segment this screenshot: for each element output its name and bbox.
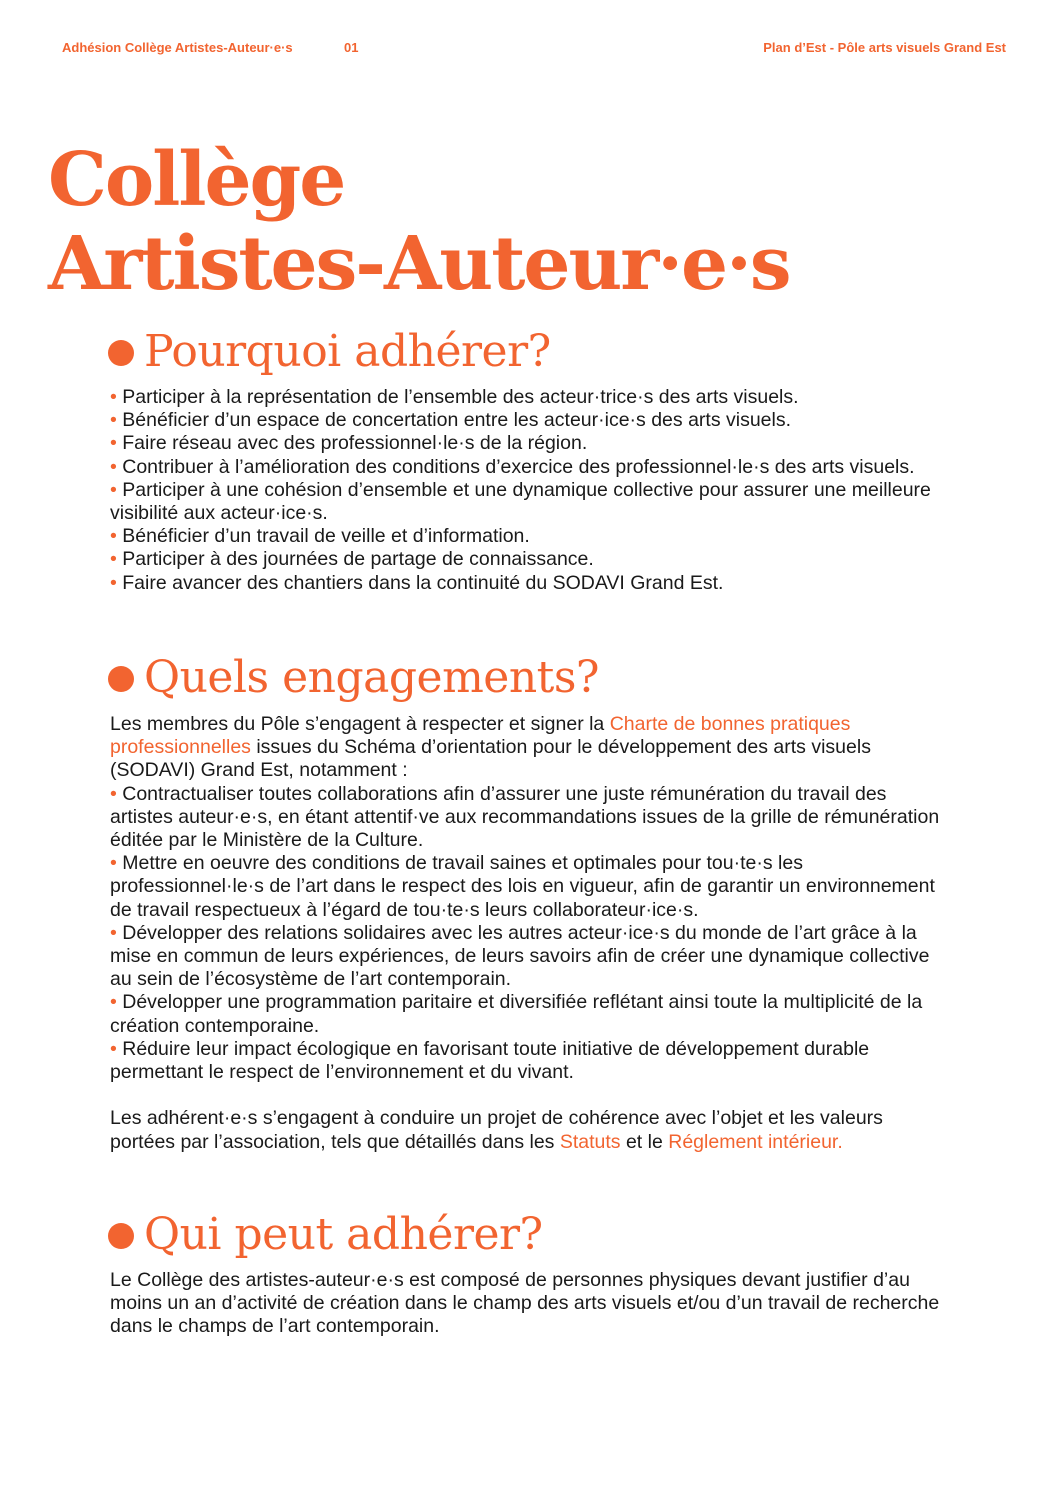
bullet-icon: • [110,782,117,805]
bullet-dot-icon [108,340,134,366]
bullet-icon: • [110,1037,117,1060]
list-item-text: Participer à une cohésion d’ensemble et une dynamique collective pour assurer une meilleure visibilité aux acteur·ice·s. [110,478,931,525]
bullet-icon: • [110,386,117,408]
list-item [110,456,950,479]
section-heading-text: Quels engagements? [144,652,600,703]
intro-text: Les membres du Pôle s’engagent à respecter et signer la [110,713,610,735]
paragraph-spacer [110,1084,950,1107]
bullet-dot-icon [108,1223,134,1249]
section-heading-who-can-join [108,1209,543,1261]
list-item-text: Faire réseau avec des professionnel·le·s de la région. [122,432,588,455]
bullet-icon: • [110,921,117,944]
list-item [110,991,950,1037]
list-item-text: Contribuer à l’amélioration des conditions d’exercice des professionnel·le·s des arts visuels. [122,455,915,478]
list-item [110,479,950,525]
list-item-text: Contractualiser toutes collaborations afin d’assurer une juste rémunération du travail des artistes auteur·e·s, en étant attentif·ve aux recommandations issues de la grille de rémunération éditée par le Ministère de la Culture. [110,782,940,852]
commitments-intro [110,713,950,783]
list-item-text: Participer à la représentation de l’ensemble des acteur·trice·s des arts visuels. [122,386,799,408]
list-item-text: Bénéficier d’un travail de veille et d’information. [122,525,530,548]
outro-text-mid: et le [620,1130,669,1153]
header-document-title: Adhésion Collège Artistes-Auteur·e·s [62,40,293,55]
list-item [110,1038,950,1084]
list-item [110,783,950,853]
section-heading-text: Pourquoi adhérer? [144,326,551,377]
list-item [110,386,950,409]
list-item [110,432,950,455]
commitments-body [110,713,950,1154]
bullet-icon: • [110,478,117,501]
list-item-text: Faire avancer des chantiers dans la continuité du SODAVI Grand Est. [122,571,724,594]
internal-rules-link[interactable]: Réglement intérieur. [668,1130,843,1153]
bullet-icon: • [110,409,117,432]
list-item [110,525,950,548]
bullet-icon: • [110,852,117,875]
bullet-icon: • [110,548,117,571]
list-item [110,852,950,922]
outro-text: Les adhérent·e·s s’engagent à conduire un projet de cohérence avec l’objet et les valeurs portées par l’association, tels que détaillés dans les [110,1107,883,1153]
list-item-text: Réduire leur impact écologique en favorisant toute initiative de développement durable permettant le respect de l’environnement et du vivant. [110,1037,870,1084]
who-can-join-text: Le Collège des artistes-auteur·e·s est composé de personnes physiques devant justifier d’au moins un an d’activité de création dans le champ des arts visuels et/ou d’un travail de recherche dans le champs de l’art contemporain. [110,1269,940,1338]
list-item-text: Mettre en oeuvre des conditions de travail saines et optimales pour tou·te·s les professionnel·le·s de l’art dans le respect des lois en vigueur, afin de garantir un environnement de travail respectueux à l’égard de tou·te·s leurs collaborateur·ice·s. [110,852,935,921]
page-header [62,40,1006,60]
bullet-dot-icon [108,666,134,692]
page-title-line-1: Collège [48,137,345,223]
header-page-number: 01 [344,40,359,55]
section-heading-commitments [108,652,599,704]
list-item-text: Bénéficier d’un espace de concertation entre les acteur·ice·s des arts visuels. [122,409,792,432]
why-join-list [110,386,950,595]
list-item-text: Développer des relations solidaires avec les autres acteur·ice·s du monde de l’art grâce à la mise en commun de leurs expériences, de leurs savoirs afin de créer une dynamique collective au sein de l’écosystème de l’art contemporain. [110,921,930,991]
bullet-icon: • [110,432,117,455]
list-item [110,922,950,992]
bullet-icon: • [110,455,117,478]
who-can-join-body [110,1269,950,1339]
list-item [110,548,950,571]
bullet-icon: • [110,525,117,548]
header-organization: Plan d’Est - Pôle arts visuels Grand Est [763,40,1006,55]
section-heading-why-join [108,326,551,378]
bullet-icon: • [110,991,117,1014]
page-title [48,138,790,306]
section-heading-text: Qui peut adhérer? [144,1209,543,1260]
bullet-icon: • [110,571,117,594]
intro-text-continued: issues du Schéma d’orientation pour le développement des arts visuels (SODAVI) Grand Est, notamment : [110,736,871,782]
charter-link[interactable]: Charte de bonnes pratiques professionnelles [110,713,851,759]
list-item-text: Participer à des journées de partage de connaissance. [122,548,594,571]
commitments-outro [110,1107,950,1153]
list-item [110,572,950,595]
page-title-line-2: Artistes-Auteur·e·s [48,221,790,307]
list-item [110,409,950,432]
statutes-link[interactable]: Statuts [559,1130,621,1153]
list-item-text: Développer une programmation paritaire et diversifiée reflétant ainsi toute la multiplicité de la création contemporaine. [110,991,923,1037]
